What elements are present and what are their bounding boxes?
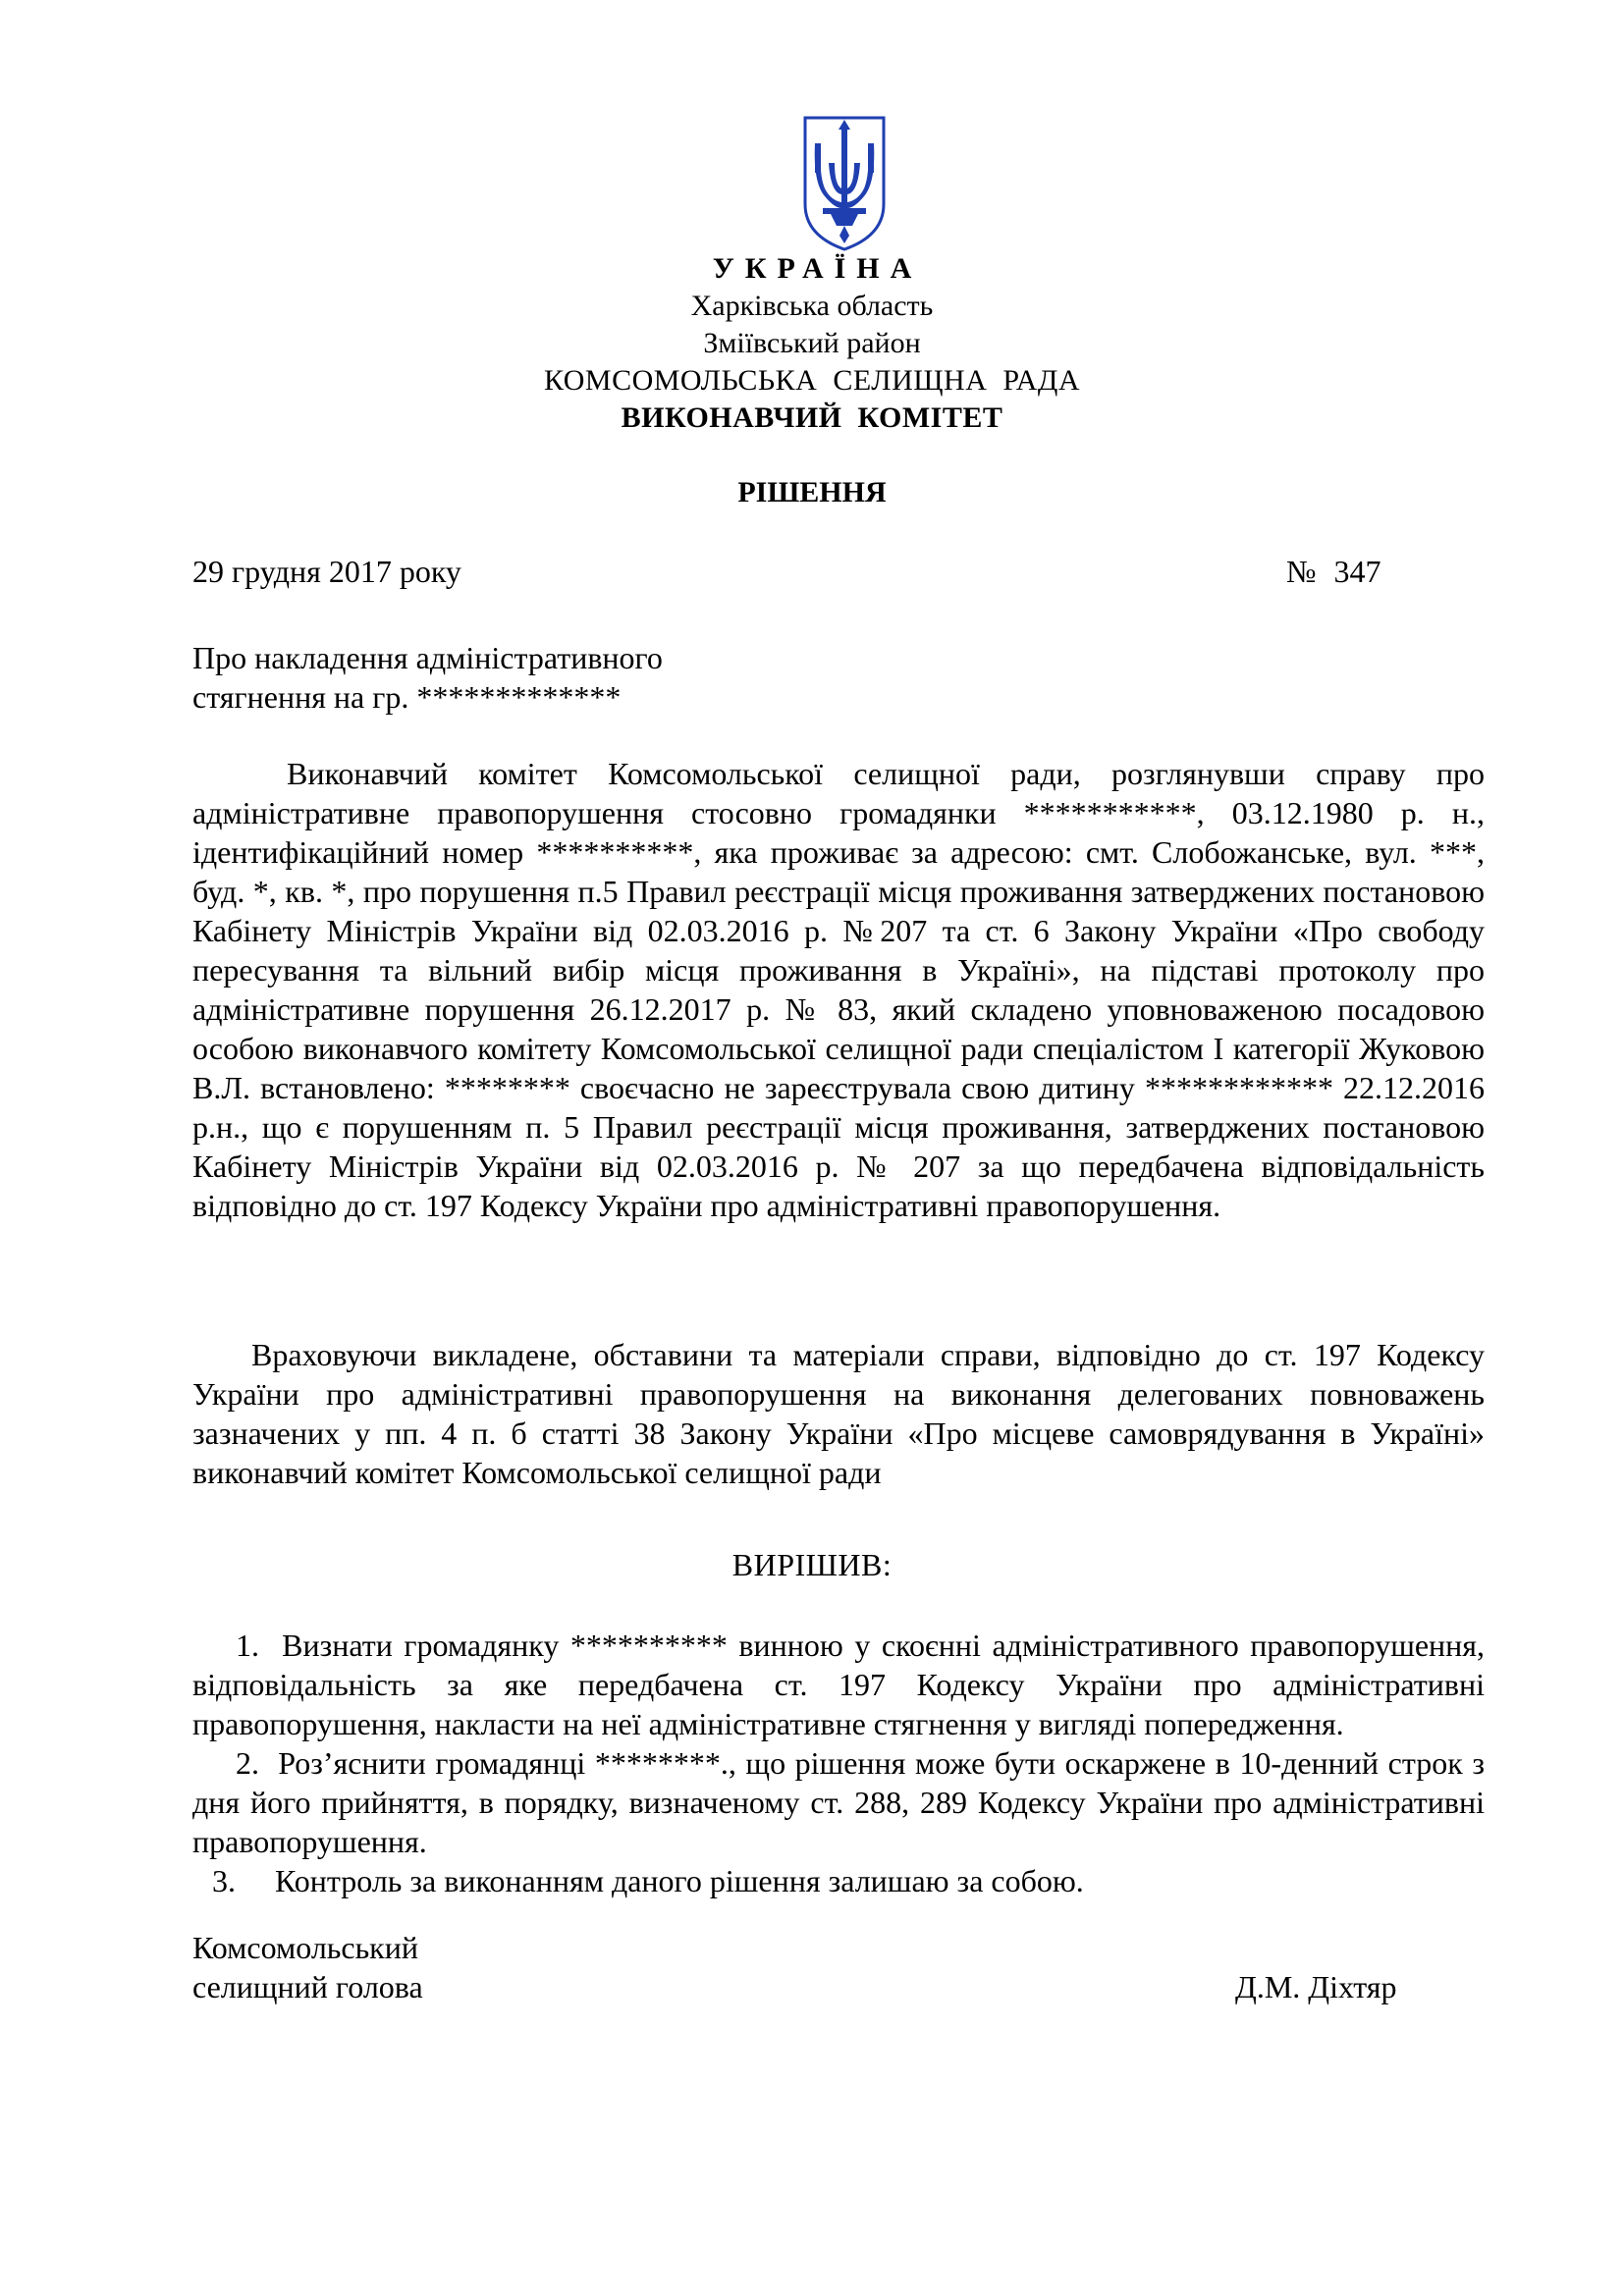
oblast-name: Харківська область bbox=[690, 290, 934, 322]
country-name: УКРАЇНА bbox=[712, 252, 923, 285]
list-item bbox=[192, 1626, 1485, 1743]
list-item bbox=[192, 1743, 1485, 1861]
signatory-title-line: Комсомольський bbox=[192, 1930, 418, 1965]
list-item-text: Роз’яснити громадянці ********., що рішення може бути оскаржене в 10-денний строк з дня його прийняття, в порядку, визначеному ст. 288, 289 Кодексу України про адміністративні правопорушення. bbox=[192, 1745, 1486, 1859]
decision-heading: ВИРІШИВ: bbox=[731, 1547, 893, 1582]
number-value: 347 bbox=[1333, 554, 1381, 589]
subject-line: Про накладення адміністративного bbox=[192, 640, 663, 675]
signatory-title-line: селищний голова bbox=[192, 1969, 423, 2004]
document-number bbox=[1286, 552, 1381, 591]
body-paragraph: Виконавчий комітет Комсомольської селищної ради, розглянувши справу про адміністративне правопорушення стосовно громадянки ***********, 03.12.1980 р. н., ідентифікаційний номер **********, яка проживає за адресою: смт. Слобожанське, вул. ***, буд. *, кв. *, про порушення п.5 Правил реєстрації місця проживання затверджених постановою Кабінету Міністрів України від 02.03.2016 р. №207 та ст. 6 Закону України «Про свободу пересування та вільний вибір місця проживання в Україні», на підставі протоколу про адміністративне порушення 26.12.2017 р. № 83, який складено уповноваженою посадовою особою виконавчого комітету Комсомольської селищної ради спеціалістом І категорії Жуковою В.Л. встановлено: ******** своєчасно не зареєструвала свою дитину ************ 22.12.2016 р.н., що є порушенням п. 5 Правил реєстрації місця проживання, затверджених постановою Кабінету Міністрів України від 02.03.2016 р. № 207 за що передбачена відповідальність відповідно до ст. 197 Кодексу України про адміністративні правопорушення. bbox=[192, 756, 1485, 1223]
list-item-number: 1. bbox=[236, 1628, 259, 1663]
body-paragraph: Враховуючи викладене, обставини та матеріали справи, відповідно до ст. 197 Кодексу України про адміністративні правопорушення на виконання делегованих повноважень зазначених у пп. 4 п. б статті 38 Закону України «Про місцеве самоврядування в Україні» виконавчий комітет Комсомольської селищної ради bbox=[192, 1337, 1485, 1490]
committee-name: ВИКОНАВЧИЙ КОМІТЕТ bbox=[621, 401, 1003, 434]
number-sign: № bbox=[1286, 554, 1317, 589]
list-item-number: 2. bbox=[236, 1745, 259, 1781]
list-item-number: 3. bbox=[212, 1863, 236, 1898]
list-item-text: Визнати громадянку ********** винною у скоєнні адміністративного правопорушення, відповідальність за яке передбачена ст. 197 Кодексу України про адміністративні правопорушення, накласти на неї адміністративне стягнення у вигляді попередження. bbox=[192, 1628, 1485, 1741]
list-item bbox=[192, 1861, 1485, 1900]
council-name: КОМСОМОЛЬСЬКА СЕЛИЩНА РАДА bbox=[543, 364, 1081, 397]
subject-line: стягнення на гр. ************* bbox=[192, 679, 622, 715]
signatory-name: Д.М. Діхтяр bbox=[1235, 1969, 1397, 2004]
decision-list bbox=[192, 1626, 1485, 1900]
document-date: 29 грудня 2017 року bbox=[192, 554, 461, 589]
trident-coat-of-arms-icon bbox=[801, 114, 888, 251]
document-title: РІШЕННЯ bbox=[737, 476, 887, 508]
signatory-title bbox=[192, 1928, 423, 2006]
list-item-text: Контроль за виконанням даного рішення залишаю за собою. bbox=[275, 1863, 1084, 1898]
document-subject bbox=[192, 638, 663, 717]
rayon-name: Зміївський район bbox=[703, 327, 921, 359]
